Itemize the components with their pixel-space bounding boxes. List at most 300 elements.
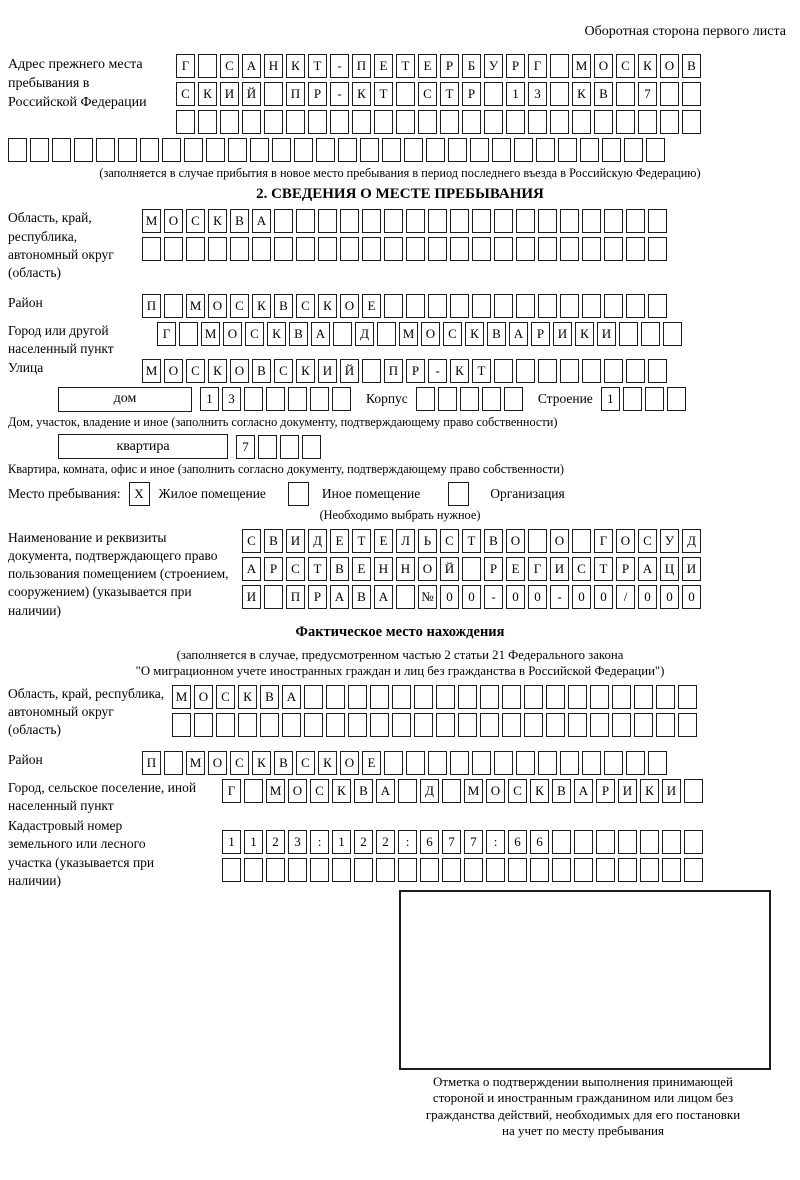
char-box[interactable] xyxy=(550,110,569,134)
char-box[interactable]: 6 xyxy=(530,830,549,854)
char-box[interactable] xyxy=(352,110,371,134)
char-box[interactable] xyxy=(494,294,513,318)
char-box[interactable]: С xyxy=(638,529,657,553)
char-box[interactable]: 2 xyxy=(376,830,395,854)
char-box[interactable]: С xyxy=(418,82,437,106)
char-box[interactable] xyxy=(318,209,337,233)
char-box[interactable]: К xyxy=(530,779,549,803)
char-box[interactable] xyxy=(396,82,415,106)
char-box[interactable]: И xyxy=(242,585,261,609)
char-box[interactable] xyxy=(294,138,313,162)
char-box[interactable] xyxy=(502,685,521,709)
char-box[interactable] xyxy=(458,713,477,737)
char-box[interactable] xyxy=(494,209,513,233)
char-box[interactable] xyxy=(604,294,623,318)
char-box[interactable]: Г xyxy=(594,529,613,553)
char-box[interactable]: И xyxy=(550,557,569,581)
char-box[interactable] xyxy=(238,713,257,737)
char-box[interactable]: Т xyxy=(308,557,327,581)
char-box[interactable] xyxy=(656,713,675,737)
char-box[interactable]: 6 xyxy=(420,830,439,854)
char-box[interactable] xyxy=(582,294,601,318)
char-box[interactable] xyxy=(258,435,277,459)
char-box[interactable]: О xyxy=(164,209,183,233)
char-box[interactable]: А xyxy=(242,557,261,581)
char-box[interactable] xyxy=(230,237,249,261)
char-box[interactable] xyxy=(118,138,137,162)
char-box[interactable] xyxy=(516,294,535,318)
char-box[interactable] xyxy=(568,685,587,709)
char-box[interactable]: С xyxy=(508,779,527,803)
char-box[interactable]: М xyxy=(172,685,191,709)
char-box[interactable]: А xyxy=(330,585,349,609)
char-box[interactable]: В xyxy=(230,209,249,233)
char-box[interactable] xyxy=(494,751,513,775)
char-box[interactable]: 1 xyxy=(244,830,263,854)
char-box[interactable] xyxy=(484,82,503,106)
char-box[interactable] xyxy=(538,359,557,383)
char-box[interactable]: Д xyxy=(355,322,374,346)
char-box[interactable] xyxy=(384,237,403,261)
char-box[interactable] xyxy=(428,751,447,775)
char-box[interactable] xyxy=(560,209,579,233)
char-box[interactable]: 7 xyxy=(442,830,461,854)
char-box[interactable]: А xyxy=(509,322,528,346)
char-box[interactable]: А xyxy=(311,322,330,346)
char-box[interactable] xyxy=(596,858,615,882)
char-box[interactable] xyxy=(516,209,535,233)
char-box[interactable] xyxy=(198,110,217,134)
char-box[interactable]: К xyxy=(318,294,337,318)
char-box[interactable]: М xyxy=(464,779,483,803)
char-box[interactable] xyxy=(626,359,645,383)
char-box[interactable]: 7 xyxy=(236,435,255,459)
char-box[interactable]: Р xyxy=(308,585,327,609)
char-box[interactable] xyxy=(416,387,435,411)
char-box[interactable]: М xyxy=(266,779,285,803)
char-box[interactable]: О xyxy=(164,359,183,383)
char-box[interactable]: Б xyxy=(462,54,481,78)
char-box[interactable] xyxy=(590,713,609,737)
char-box[interactable]: А xyxy=(242,54,261,78)
char-box[interactable]: С xyxy=(296,751,315,775)
char-box[interactable]: К xyxy=(286,54,305,78)
char-box[interactable] xyxy=(304,685,323,709)
char-box[interactable] xyxy=(8,138,27,162)
char-box[interactable]: Е xyxy=(506,557,525,581)
char-box[interactable] xyxy=(645,387,664,411)
char-box[interactable]: С xyxy=(220,54,239,78)
char-box[interactable] xyxy=(502,713,521,737)
char-box[interactable] xyxy=(384,209,403,233)
char-box[interactable] xyxy=(186,237,205,261)
char-box[interactable]: 7 xyxy=(464,830,483,854)
char-box[interactable] xyxy=(282,713,301,737)
char-box[interactable] xyxy=(618,830,637,854)
char-box[interactable]: П xyxy=(352,54,371,78)
char-box[interactable]: С xyxy=(186,209,205,233)
char-box[interactable] xyxy=(582,751,601,775)
char-box[interactable]: 3 xyxy=(528,82,547,106)
char-box[interactable] xyxy=(354,858,373,882)
char-box[interactable]: 0 xyxy=(660,585,679,609)
char-box[interactable]: И xyxy=(220,82,239,106)
char-box[interactable] xyxy=(406,209,425,233)
char-box[interactable] xyxy=(296,209,315,233)
char-box[interactable]: П xyxy=(286,82,305,106)
char-box[interactable] xyxy=(516,751,535,775)
char-box[interactable]: К xyxy=(208,209,227,233)
char-box[interactable]: Е xyxy=(374,529,393,553)
char-box[interactable] xyxy=(208,237,227,261)
char-box[interactable]: И xyxy=(682,557,701,581)
char-box[interactable]: - xyxy=(428,359,447,383)
char-box[interactable] xyxy=(426,138,445,162)
char-box[interactable] xyxy=(228,138,247,162)
char-box[interactable] xyxy=(616,82,635,106)
house-type-box[interactable]: дом xyxy=(58,387,192,412)
char-box[interactable] xyxy=(682,82,701,106)
char-box[interactable] xyxy=(450,237,469,261)
char-box[interactable]: 0 xyxy=(440,585,459,609)
char-box[interactable] xyxy=(641,322,660,346)
char-box[interactable]: С xyxy=(443,322,462,346)
char-box[interactable] xyxy=(604,237,623,261)
char-box[interactable] xyxy=(538,751,557,775)
char-box[interactable]: / xyxy=(616,585,635,609)
char-box[interactable]: С xyxy=(242,529,261,553)
char-box[interactable]: Е xyxy=(374,54,393,78)
char-box[interactable]: Г xyxy=(176,54,195,78)
char-box[interactable] xyxy=(250,138,269,162)
char-box[interactable]: С xyxy=(230,751,249,775)
char-box[interactable] xyxy=(560,751,579,775)
char-box[interactable] xyxy=(604,359,623,383)
char-box[interactable] xyxy=(310,858,329,882)
char-box[interactable]: О xyxy=(421,322,440,346)
char-box[interactable] xyxy=(30,138,49,162)
char-box[interactable] xyxy=(398,779,417,803)
char-box[interactable]: 2 xyxy=(354,830,373,854)
char-box[interactable] xyxy=(442,779,461,803)
char-box[interactable] xyxy=(360,138,379,162)
char-box[interactable]: Т xyxy=(352,529,371,553)
char-box[interactable]: В xyxy=(552,779,571,803)
char-box[interactable]: К xyxy=(296,359,315,383)
char-box[interactable]: О xyxy=(288,779,307,803)
char-box[interactable] xyxy=(582,237,601,261)
char-box[interactable]: Т xyxy=(308,54,327,78)
char-box[interactable]: О xyxy=(506,529,525,553)
char-box[interactable]: П xyxy=(142,294,161,318)
char-box[interactable] xyxy=(74,138,93,162)
char-box[interactable]: Д xyxy=(420,779,439,803)
char-box[interactable] xyxy=(506,110,525,134)
char-box[interactable] xyxy=(406,294,425,318)
char-box[interactable] xyxy=(438,387,457,411)
char-box[interactable]: С xyxy=(440,529,459,553)
char-box[interactable] xyxy=(280,435,299,459)
char-box[interactable] xyxy=(288,387,307,411)
char-box[interactable]: Й xyxy=(440,557,459,581)
char-box[interactable] xyxy=(377,322,396,346)
char-box[interactable] xyxy=(590,685,609,709)
char-box[interactable] xyxy=(524,685,543,709)
char-box[interactable] xyxy=(638,110,657,134)
char-box[interactable] xyxy=(362,209,381,233)
char-box[interactable] xyxy=(332,858,351,882)
char-box[interactable]: А xyxy=(282,685,301,709)
char-box[interactable]: - xyxy=(330,82,349,106)
char-box[interactable] xyxy=(648,359,667,383)
char-box[interactable]: К xyxy=(198,82,217,106)
char-box[interactable]: 0 xyxy=(506,585,525,609)
char-box[interactable]: В xyxy=(260,685,279,709)
char-box[interactable] xyxy=(616,110,635,134)
char-box[interactable] xyxy=(264,82,283,106)
char-box[interactable]: И xyxy=(618,779,637,803)
char-box[interactable] xyxy=(594,110,613,134)
char-box[interactable]: Т xyxy=(594,557,613,581)
char-box[interactable] xyxy=(332,387,351,411)
char-box[interactable]: К xyxy=(572,82,591,106)
char-box[interactable]: П xyxy=(286,585,305,609)
char-box[interactable] xyxy=(552,858,571,882)
char-box[interactable]: Й xyxy=(242,82,261,106)
char-box[interactable] xyxy=(428,294,447,318)
char-box[interactable]: У xyxy=(484,54,503,78)
char-box[interactable]: : xyxy=(398,830,417,854)
char-box[interactable]: К xyxy=(640,779,659,803)
char-box[interactable] xyxy=(472,294,491,318)
char-box[interactable] xyxy=(326,713,345,737)
char-box[interactable] xyxy=(142,237,161,261)
char-box[interactable] xyxy=(572,529,591,553)
char-box[interactable]: И xyxy=(597,322,616,346)
char-box[interactable] xyxy=(392,713,411,737)
char-box[interactable]: Р xyxy=(462,82,481,106)
char-box[interactable]: 1 xyxy=(222,830,241,854)
char-box[interactable] xyxy=(546,713,565,737)
char-box[interactable]: К xyxy=(638,54,657,78)
char-box[interactable] xyxy=(538,294,557,318)
char-box[interactable] xyxy=(486,858,505,882)
char-box[interactable] xyxy=(370,713,389,737)
char-box[interactable] xyxy=(414,685,433,709)
char-box[interactable] xyxy=(244,387,263,411)
char-box[interactable]: К xyxy=(465,322,484,346)
residential-checkbox[interactable]: X xyxy=(129,482,150,506)
char-box[interactable] xyxy=(648,209,667,233)
char-box[interactable]: Г xyxy=(528,557,547,581)
char-box[interactable]: С xyxy=(186,359,205,383)
char-box[interactable]: Р xyxy=(440,54,459,78)
char-box[interactable] xyxy=(560,359,579,383)
char-box[interactable] xyxy=(626,751,645,775)
char-box[interactable]: К xyxy=(332,779,351,803)
char-box[interactable]: В xyxy=(274,294,293,318)
char-box[interactable]: № xyxy=(418,585,437,609)
char-box[interactable]: 3 xyxy=(288,830,307,854)
char-box[interactable] xyxy=(164,751,183,775)
char-box[interactable]: К xyxy=(575,322,594,346)
char-box[interactable] xyxy=(374,110,393,134)
char-box[interactable] xyxy=(662,858,681,882)
char-box[interactable]: Е xyxy=(330,529,349,553)
char-box[interactable]: С xyxy=(572,557,591,581)
char-box[interactable]: К xyxy=(238,685,257,709)
char-box[interactable]: В xyxy=(274,751,293,775)
char-box[interactable]: Е xyxy=(362,294,381,318)
char-box[interactable] xyxy=(472,751,491,775)
char-box[interactable]: 0 xyxy=(572,585,591,609)
char-box[interactable] xyxy=(678,713,697,737)
char-box[interactable] xyxy=(318,237,337,261)
char-box[interactable] xyxy=(684,858,703,882)
char-box[interactable]: 1 xyxy=(200,387,219,411)
char-box[interactable]: Т xyxy=(462,529,481,553)
char-box[interactable]: М xyxy=(201,322,220,346)
char-box[interactable] xyxy=(266,387,285,411)
char-box[interactable]: О xyxy=(194,685,213,709)
char-box[interactable] xyxy=(624,138,643,162)
char-box[interactable]: Н xyxy=(264,54,283,78)
char-box[interactable]: К xyxy=(318,751,337,775)
char-box[interactable] xyxy=(472,237,491,261)
char-box[interactable] xyxy=(384,751,403,775)
char-box[interactable]: О xyxy=(594,54,613,78)
char-box[interactable] xyxy=(264,585,283,609)
char-box[interactable] xyxy=(604,751,623,775)
char-box[interactable]: Р xyxy=(406,359,425,383)
char-box[interactable] xyxy=(626,209,645,233)
char-box[interactable] xyxy=(640,830,659,854)
char-box[interactable]: С xyxy=(216,685,235,709)
char-box[interactable]: Р xyxy=(264,557,283,581)
char-box[interactable] xyxy=(274,209,293,233)
char-box[interactable] xyxy=(414,713,433,737)
char-box[interactable] xyxy=(660,82,679,106)
char-box[interactable]: - xyxy=(484,585,503,609)
char-box[interactable]: М xyxy=(142,359,161,383)
char-box[interactable] xyxy=(640,858,659,882)
char-box[interactable] xyxy=(436,685,455,709)
char-box[interactable]: А xyxy=(638,557,657,581)
char-box[interactable] xyxy=(348,713,367,737)
char-box[interactable] xyxy=(330,110,349,134)
char-box[interactable] xyxy=(216,713,235,737)
char-box[interactable] xyxy=(492,138,511,162)
char-box[interactable]: К xyxy=(252,294,271,318)
char-box[interactable] xyxy=(546,685,565,709)
char-box[interactable]: Г xyxy=(157,322,176,346)
char-box[interactable] xyxy=(348,685,367,709)
char-box[interactable] xyxy=(382,138,401,162)
char-box[interactable] xyxy=(508,858,527,882)
char-box[interactable]: С xyxy=(296,294,315,318)
char-box[interactable]: Ь xyxy=(418,529,437,553)
char-box[interactable]: Р xyxy=(308,82,327,106)
char-box[interactable] xyxy=(648,237,667,261)
char-box[interactable] xyxy=(333,322,352,346)
char-box[interactable]: Л xyxy=(396,529,415,553)
char-box[interactable] xyxy=(316,138,335,162)
char-box[interactable] xyxy=(448,138,467,162)
char-box[interactable] xyxy=(450,751,469,775)
char-box[interactable]: В xyxy=(264,529,283,553)
char-box[interactable] xyxy=(550,82,569,106)
char-box[interactable] xyxy=(596,830,615,854)
char-box[interactable] xyxy=(242,110,261,134)
char-box[interactable] xyxy=(376,858,395,882)
char-box[interactable]: 1 xyxy=(332,830,351,854)
char-box[interactable] xyxy=(582,209,601,233)
char-box[interactable]: К xyxy=(450,359,469,383)
char-box[interactable]: И xyxy=(553,322,572,346)
char-box[interactable]: 1 xyxy=(506,82,525,106)
char-box[interactable]: И xyxy=(662,779,681,803)
char-box[interactable]: В xyxy=(487,322,506,346)
char-box[interactable] xyxy=(550,54,569,78)
char-box[interactable] xyxy=(179,322,198,346)
char-box[interactable]: О xyxy=(418,557,437,581)
char-box[interactable] xyxy=(362,359,381,383)
char-box[interactable] xyxy=(514,138,533,162)
char-box[interactable] xyxy=(580,138,599,162)
char-box[interactable] xyxy=(450,294,469,318)
char-box[interactable] xyxy=(612,713,631,737)
char-box[interactable]: И xyxy=(318,359,337,383)
char-box[interactable] xyxy=(682,110,701,134)
char-box[interactable] xyxy=(396,585,415,609)
char-box[interactable] xyxy=(538,237,557,261)
char-box[interactable] xyxy=(470,138,489,162)
char-box[interactable] xyxy=(558,138,577,162)
organization-checkbox[interactable] xyxy=(448,482,469,506)
char-box[interactable] xyxy=(370,685,389,709)
char-box[interactable]: 6 xyxy=(508,830,527,854)
char-box[interactable] xyxy=(602,138,621,162)
char-box[interactable] xyxy=(286,110,305,134)
char-box[interactable] xyxy=(536,138,555,162)
char-box[interactable] xyxy=(494,359,513,383)
char-box[interactable] xyxy=(308,110,327,134)
char-box[interactable] xyxy=(656,685,675,709)
char-box[interactable]: А xyxy=(252,209,271,233)
char-box[interactable]: К xyxy=(252,751,271,775)
char-box[interactable] xyxy=(530,858,549,882)
char-box[interactable]: П xyxy=(384,359,403,383)
char-box[interactable] xyxy=(560,294,579,318)
char-box[interactable] xyxy=(398,858,417,882)
char-box[interactable]: - xyxy=(330,54,349,78)
char-box[interactable]: О xyxy=(340,751,359,775)
char-box[interactable]: В xyxy=(330,557,349,581)
char-box[interactable]: О xyxy=(223,322,242,346)
char-box[interactable] xyxy=(460,387,479,411)
char-box[interactable]: А xyxy=(574,779,593,803)
char-box[interactable]: Е xyxy=(418,54,437,78)
char-box[interactable]: М xyxy=(186,751,205,775)
char-box[interactable]: А xyxy=(376,779,395,803)
char-box[interactable]: Р xyxy=(596,779,615,803)
char-box[interactable] xyxy=(194,713,213,737)
char-box[interactable]: У xyxy=(660,529,679,553)
char-box[interactable] xyxy=(420,858,439,882)
char-box[interactable] xyxy=(516,359,535,383)
char-box[interactable]: В xyxy=(682,54,701,78)
char-box[interactable]: 1 xyxy=(601,387,620,411)
